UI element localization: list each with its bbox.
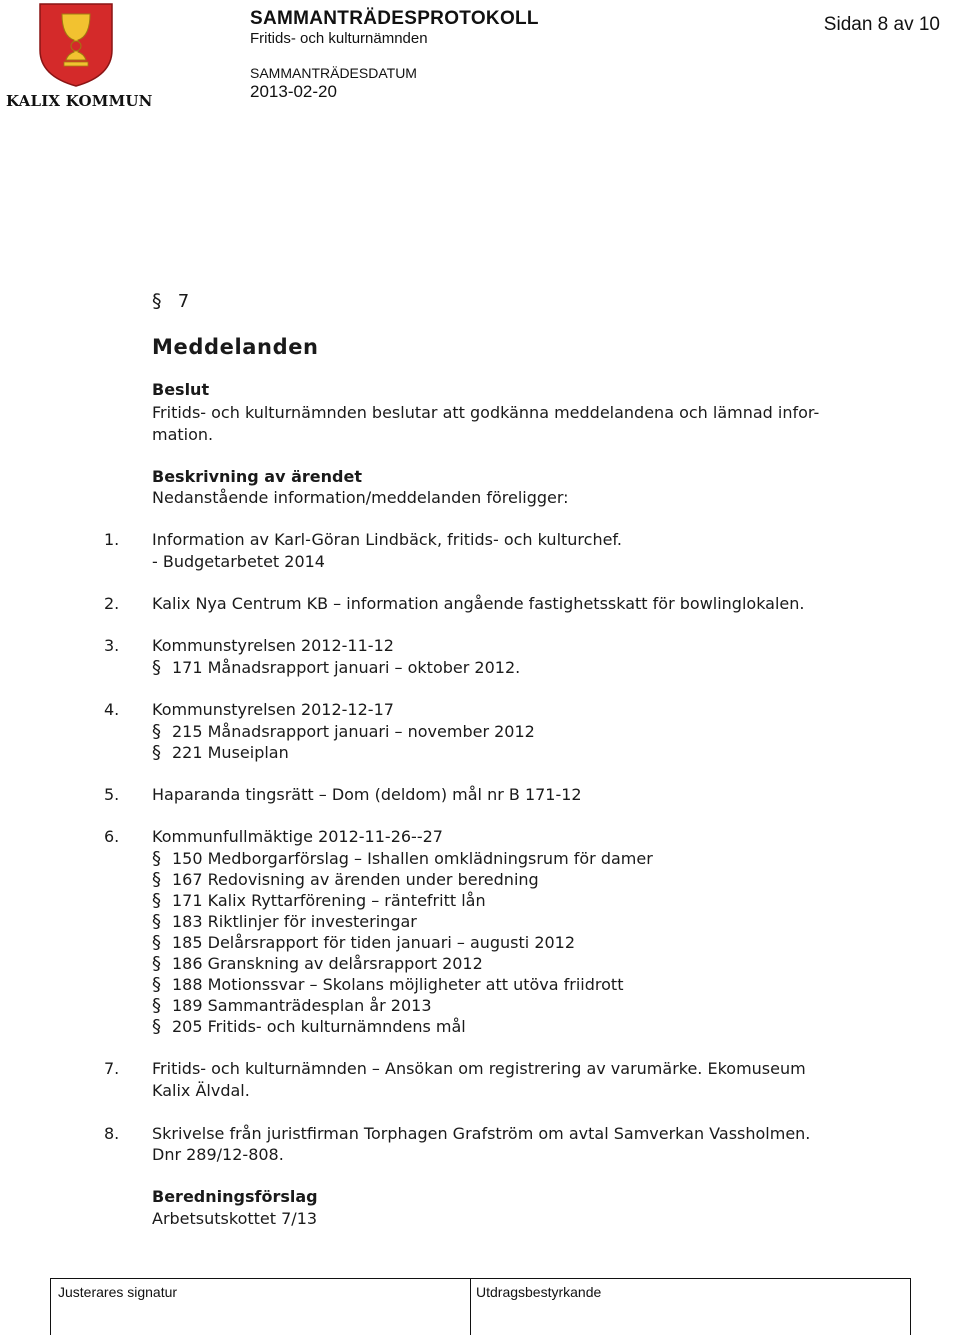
section-number-value: 7	[177, 291, 190, 312]
list-item-text: Skrivelse från juristfirman Torphagen Grafström om avtal Samverkan Vassholmen.	[152, 1124, 811, 1143]
section-mark: §	[152, 742, 161, 763]
coat-of-arms-icon	[38, 2, 114, 88]
list-subitem-text: 171 Månadsrapport januari – oktober 2012.	[172, 658, 521, 677]
list-item-text: Dnr 289/12-808.	[152, 1145, 284, 1164]
list-subitem-text: 167 Redovisning av ärenden under beredning	[172, 870, 539, 889]
list-item-number: 5.	[104, 785, 120, 804]
list-subitem	[152, 911, 417, 932]
section-mark: §	[152, 953, 161, 974]
list-subitem-text: 150 Medborgarförslag – Ishallen omklädningsrum för damer	[172, 849, 653, 868]
list-subitem	[152, 890, 486, 911]
list-item-text: Kalix Nya Centrum KB – information angående fastighetsskatt för bowlinglokalen.	[152, 594, 805, 613]
list-subitem-text: 185 Delårsrapport för tiden januari – augusti 2012	[172, 933, 576, 952]
list-item-number: 3.	[104, 636, 120, 655]
list-item-number: 4.	[104, 700, 120, 719]
section-mark: §	[152, 911, 161, 932]
section-mark: §	[152, 1016, 161, 1037]
list-subitem-text: 183 Riktlinjer för investeringar	[172, 912, 417, 931]
list-subitem	[152, 1016, 466, 1037]
logo-text: KALIX KOMMUN	[6, 92, 153, 110]
signature-box-left	[50, 1278, 51, 1335]
list-item-number: 2.	[104, 594, 120, 613]
meeting-date: 2013-02-20	[250, 82, 337, 101]
list-item-number: 7.	[104, 1059, 120, 1078]
list-subitem-text: 188 Motionssvar – Skolans möjligheter att utöva friidrott	[172, 975, 624, 994]
list-item-text: Fritids- och kulturnämnden – Ansökan om registrering av varumärke. Ekomuseum	[152, 1059, 806, 1078]
beredning-heading: Beredningsförslag	[152, 1187, 318, 1206]
section-mark: §	[152, 848, 161, 869]
page-number: Sidan 8 av 10	[823, 14, 940, 35]
list-subitem	[152, 995, 432, 1016]
list-item-number: 1.	[104, 530, 120, 549]
signature-box-right	[470, 1278, 471, 1335]
list-item-text: Information av Karl-Göran Lindbäck, fritids- och kulturchef.	[152, 530, 622, 549]
kalix-kommun-logo	[6, 2, 153, 110]
list-item-text: Haparanda tingsrätt – Dom (deldom) mål nr B 171-12	[152, 785, 582, 804]
list-subitem-text: 215 Månadsrapport januari – november 2012	[172, 722, 535, 741]
section-mark: §	[152, 890, 161, 911]
beredning-text: Arbetsutskottet 7/13	[152, 1209, 318, 1228]
list-subitem-text: 205 Fritids- och kulturnämndens mål	[172, 1017, 466, 1036]
utdragsbestyrkande-label: Utdragsbestyrkande	[476, 1284, 602, 1300]
list-item-text: Kommunstyrelsen 2012-11-12	[152, 636, 394, 655]
list-subitem	[152, 848, 653, 869]
meeting-date-label: SAMMANTRÄDESDATUM	[250, 65, 417, 81]
list-subitem-text: 171 Kalix Ryttarförening – räntefritt lån	[172, 891, 486, 910]
list-subitem	[152, 721, 535, 742]
list-item-number: 6.	[104, 827, 120, 846]
list-subitem	[152, 974, 623, 995]
list-subitem-text: 221 Museiplan	[172, 743, 289, 762]
list-subitem	[152, 657, 520, 678]
beskrivning-intro: Nedanstående information/meddelanden föreligger:	[152, 488, 569, 507]
committee-name: Fritids- och kulturnämnden	[250, 30, 428, 47]
beslut-text-line1: Fritids- och kulturnämnden beslutar att godkänna meddelandena och lämnad infor-	[152, 403, 820, 422]
list-item-text: Kalix Älvdal.	[152, 1081, 250, 1100]
list-subitem-text: 189 Sammanträdesplan år 2013	[172, 996, 432, 1015]
list-item-text: Kommunstyrelsen 2012-12-17	[152, 700, 394, 719]
section-mark: §	[152, 974, 161, 995]
list-subitem	[152, 953, 483, 974]
beslut-text-line2: mation.	[152, 425, 214, 444]
signature-box-end	[910, 1278, 911, 1335]
list-subitem	[152, 742, 289, 763]
beslut-heading: Beslut	[152, 380, 210, 399]
list-item-text: Kommunfullmäktige 2012-11-26--27	[152, 827, 443, 846]
list-subitem	[152, 869, 539, 890]
section-mark: §	[152, 657, 161, 678]
beskrivning-heading: Beskrivning av ärendet	[152, 467, 362, 486]
section-mark: §	[152, 869, 161, 890]
list-subitem-text: 186 Granskning av delårsrapport 2012	[172, 954, 483, 973]
justerares-signatur-label: Justerares signatur	[58, 1284, 178, 1300]
section-mark: §	[152, 721, 161, 742]
list-item-text: - Budgetarbetet 2014	[152, 552, 325, 571]
section-title: Meddelanden	[152, 335, 319, 359]
section-mark: §	[152, 932, 161, 953]
list-item-number: 8.	[104, 1124, 120, 1143]
list-subitem	[152, 932, 575, 953]
section-mark: §	[152, 995, 161, 1016]
document-type-title: SAMMANTRÄDESPROTOKOLL	[250, 8, 539, 29]
footer-divider	[50, 1278, 910, 1279]
section-number	[152, 290, 189, 312]
section-mark: §	[152, 290, 162, 312]
